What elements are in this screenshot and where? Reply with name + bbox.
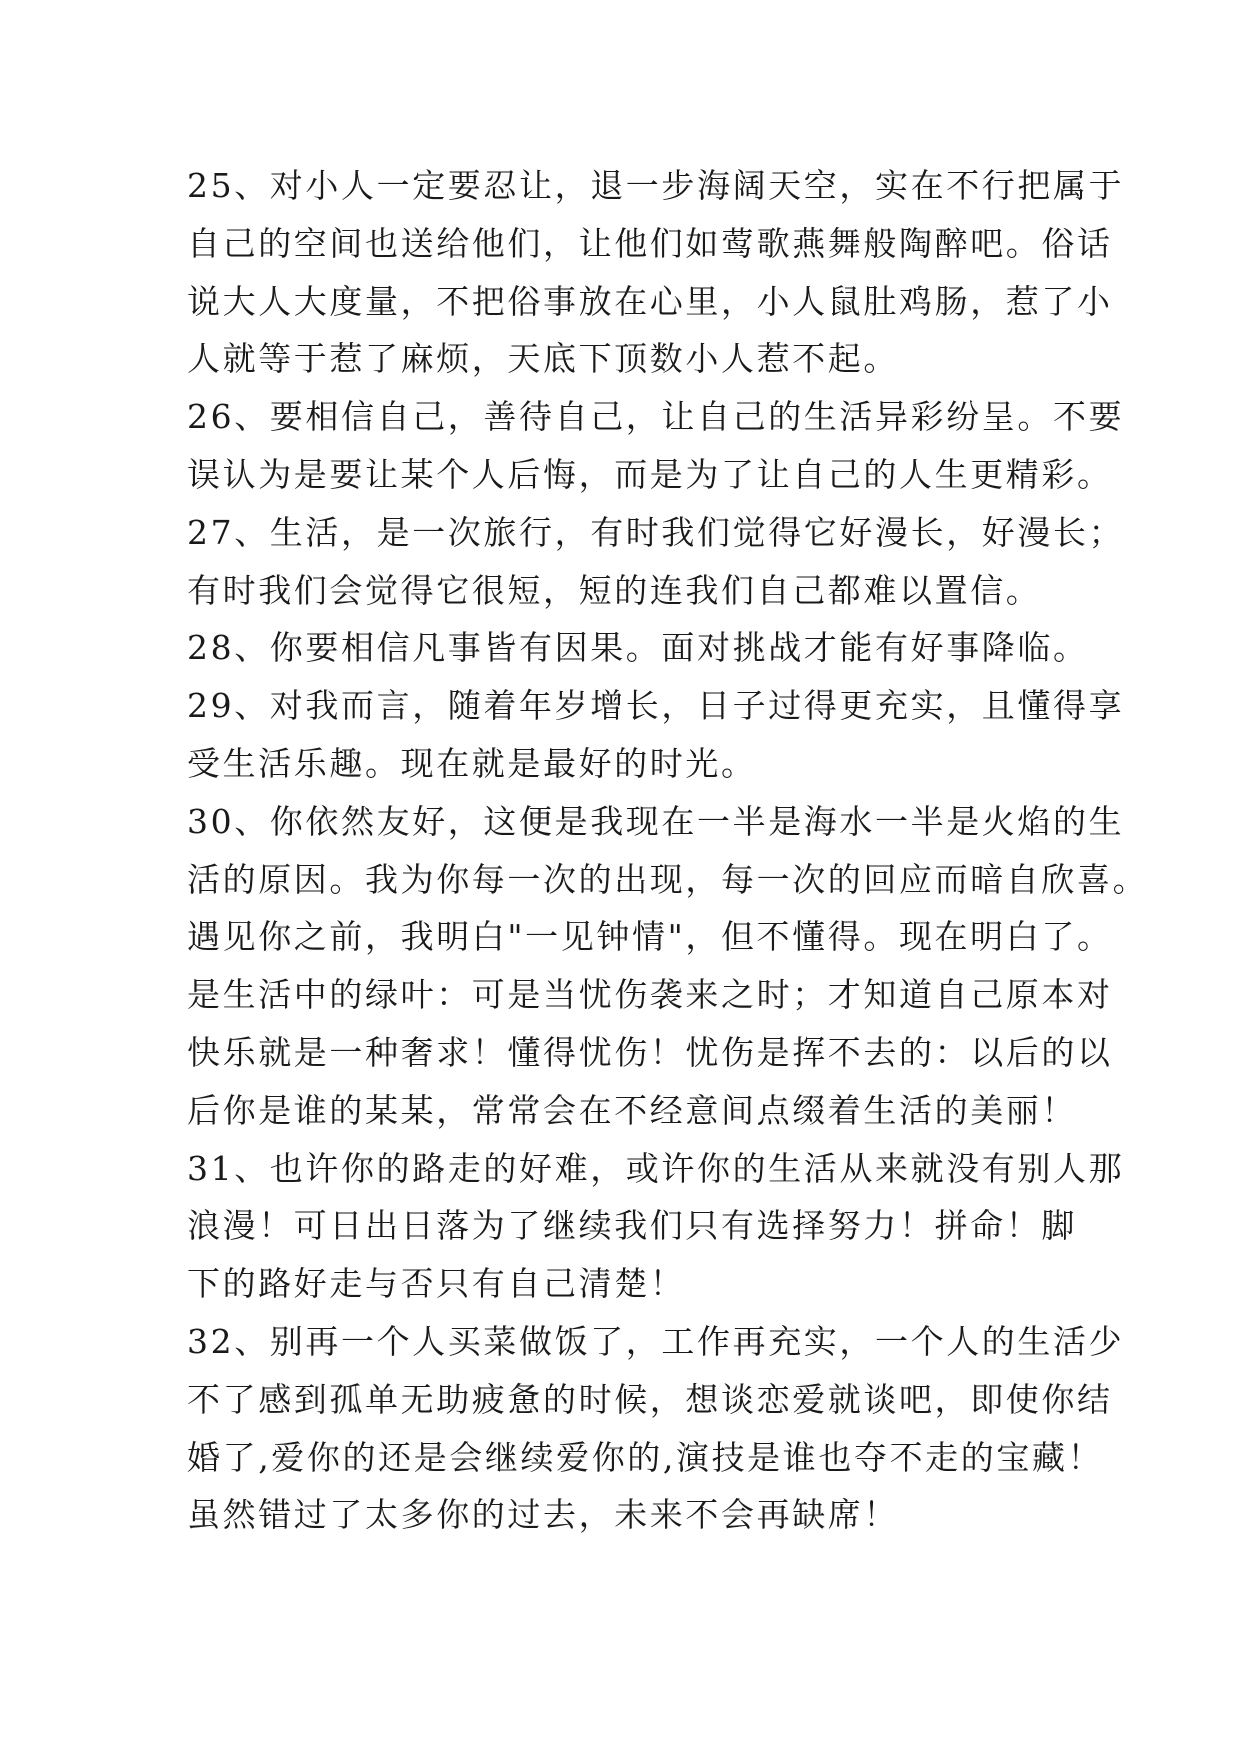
text-line: 婚了,爱你的还是会继续爱你的,演技是谁也夺不走的宝藏！ [187,1437,1104,1477]
text-line: 32、别再一个人买菜做饭了，工作再充实，一个人的生活少 [187,1321,1125,1361]
text-line: 快乐就是一种奢求！懂得忧伤！忧伤是挥不去的：以后的以 [187,1032,1113,1072]
text-line: 虽然错过了太多你的过去，未来不会再缺席！ [187,1495,899,1535]
text-line: 不了感到孤单无助疲惫的时候，想谈恋爱就谈吧，即使你结 [187,1379,1113,1419]
text-line: 25、对小人一定要忍让，退一步海阔天空，实在不行把属于 [187,166,1125,205]
text-line: 受生活乐趣。现在就是最好的时光。 [187,743,757,783]
text-line: 自己的空间也送给他们，让他们如莺歌燕舞般陶醉吧。俗话 [187,223,1113,263]
text-line: 浪漫！可日出日落为了继续我们只有选择努力！拼命！脚 [187,1206,1077,1246]
text-line: 说大人大度量，不把俗事放在心里，小人鼠肚鸡肠，惹了小 [187,281,1113,321]
text-line: 误认为是要让某个人后悔，而是为了让自己的人生更精彩。 [187,454,1113,494]
text-line: 遇见你之前，我明白"一见钟情"，但不懂得。现在明白了。 [187,917,1113,957]
text-line: 27、生活，是一次旅行，有时我们觉得它好漫长，好漫长； [187,512,1125,552]
text-line: 30、你依然友好，这便是我现在一半是海水一半是火焰的生 [187,801,1125,841]
document-body [187,157,1149,1544]
text-line: 28、你要相信凡事皆有因果。面对挑战才能有好事降临。 [187,628,1089,668]
text-line: 活的原因。我为你每一次的出现，每一次的回应而暗自欣喜。 [187,859,1149,899]
text-line: 31、也许你的路走的好难，或许你的生活从来就没有别人那 [187,1148,1125,1188]
text-line: 26、要相信自己，善待自己，让自己的生活异彩纷呈。不要 [187,397,1125,437]
text-line: 后你是谁的某某，常常会在不经意间点缀着生活的美丽！ [187,1090,1077,1130]
text-line: 下的路好走与否只有自己清楚！ [187,1264,686,1304]
text-line: 人就等于惹了麻烦，天底下顶数小人惹不起。 [187,339,899,379]
text-line: 有时我们会觉得它很短，短的连我们自己都难以置信。 [187,570,1042,610]
text-line: 29、对我而言，随着年岁增长，日子过得更充实，且懂得享 [187,686,1125,726]
text-line: 是生活中的绿叶：可是当忧伤袭来之时；才知道自己原本对 [187,975,1113,1015]
